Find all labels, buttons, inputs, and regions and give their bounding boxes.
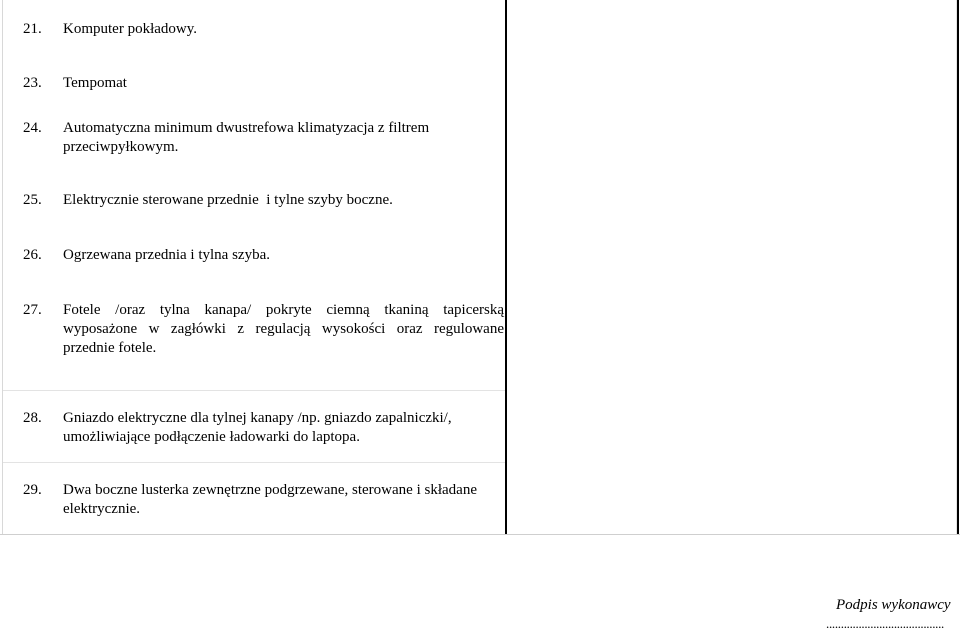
item-number: 25. bbox=[23, 192, 42, 208]
row-separator bbox=[3, 390, 505, 391]
table-right-border bbox=[957, 0, 959, 535]
item-text: Ogrzewana przednia i tylna szyba. bbox=[63, 247, 270, 263]
table-left-border bbox=[2, 0, 3, 535]
item-number: 26. bbox=[23, 247, 42, 263]
item-text: Gniazdo elektryczne dla tylnej kanapy /np. gniazdo zapalniczki/, umożliwiające podłączenie ładowarki do laptopa. bbox=[63, 410, 452, 445]
item-number: 29. bbox=[23, 482, 42, 498]
item-text: Elektrycznie sterowane przednie i tylne szyby boczne. bbox=[63, 192, 393, 208]
item-number: 28. bbox=[23, 410, 42, 426]
item-number: 23. bbox=[23, 75, 42, 91]
item-text: Dwa boczne lusterka zewnętrzne podgrzewane, sterowane i składane elektrycznie. bbox=[63, 482, 477, 517]
item-number: 24. bbox=[23, 120, 42, 136]
signature-label: Podpis wykonawcy bbox=[836, 597, 951, 613]
item-number: 27. bbox=[23, 302, 42, 318]
item-text: Komputer pokładowy. bbox=[63, 21, 198, 37]
table-column-divider bbox=[505, 0, 507, 535]
table-bottom-border bbox=[0, 534, 960, 535]
signature-line: ........................................ bbox=[826, 616, 945, 631]
row-separator bbox=[3, 462, 505, 463]
item-number: 21. bbox=[23, 21, 42, 37]
item-text: Fotele /oraz tylna kanapa/ pokryte ciemną tkaniną tapicerską wyposażone w zagłówki z regulacją wysokości oraz regulowane przednie fotele. bbox=[63, 302, 504, 356]
item-text: Tempomat bbox=[63, 75, 127, 91]
item-text: Automatyczna minimum dwustrefowa klimatyzacja z filtrem przeciwpyłkowym. bbox=[63, 120, 430, 155]
